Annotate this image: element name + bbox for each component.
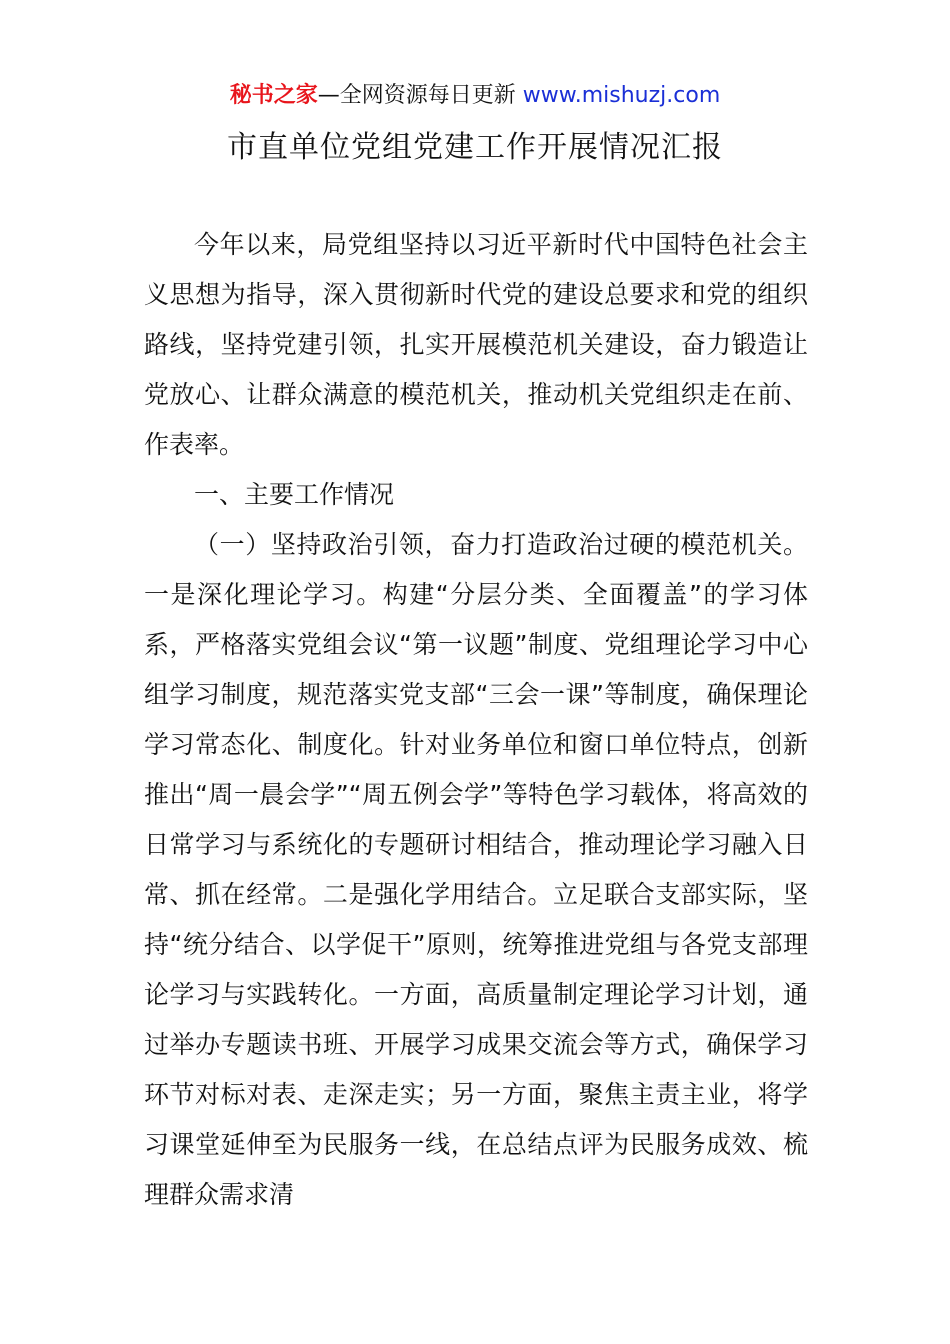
intro-paragraph: 今年以来，局党组坚持以习近平新时代中国特色社会主义思想为指导，深入贯彻新时代党的建设总要求和党的组织路线，坚持党建引领，扎实开展模范机关建设，奋力锻造让党放心、让群众满意的模范机关，推动机关党组织走在前、作表率。	[144, 230, 808, 459]
site-header	[0, 80, 950, 112]
site-tagline: —全网资源每日更新	[317, 83, 523, 108]
section-heading: 一、主要工作情况	[194, 480, 395, 509]
site-brand: 秘书之家	[229, 83, 318, 108]
document-title: 市直单位党组党建工作开展情况汇报	[227, 130, 723, 165]
document-body	[144, 220, 808, 1220]
subsection-paragraph: （一）坚持政治引领，奋力打造政治过硬的模范机关。一是深化理论学习。构建“分层分类、全面覆盖”的学习体系，严格落实党组会议“第一议题”制度、党组理论学习中心组学习制度，规范落实党支部“三会一课”等制度，确保理论学习常态化、制度化。针对业务单位和窗口单位特点，创新推出“周一晨会学”“周五例会学”等特色学习载体，将高效的日常学习与系统化的专题研讨相结合，推动理论学习融入日常、抓在经常。二是强化学用结合。立足联合支部实际，坚持“统分结合、以学促干”原则，统筹推进党组与各党支部理论学习与实践转化。一方面，高质量制定理论学习计划，通过举办专题读书班、开展学习成果交流会等方式，确保学习环节对标对表、走深走实；另一方面，聚焦主责主业，将学习课堂延伸至为民服务一线，在总结点评为民服务成效、梳理群众需求清	[144, 530, 808, 1209]
site-url-link[interactable]: www.mishuzj.com	[522, 83, 721, 108]
